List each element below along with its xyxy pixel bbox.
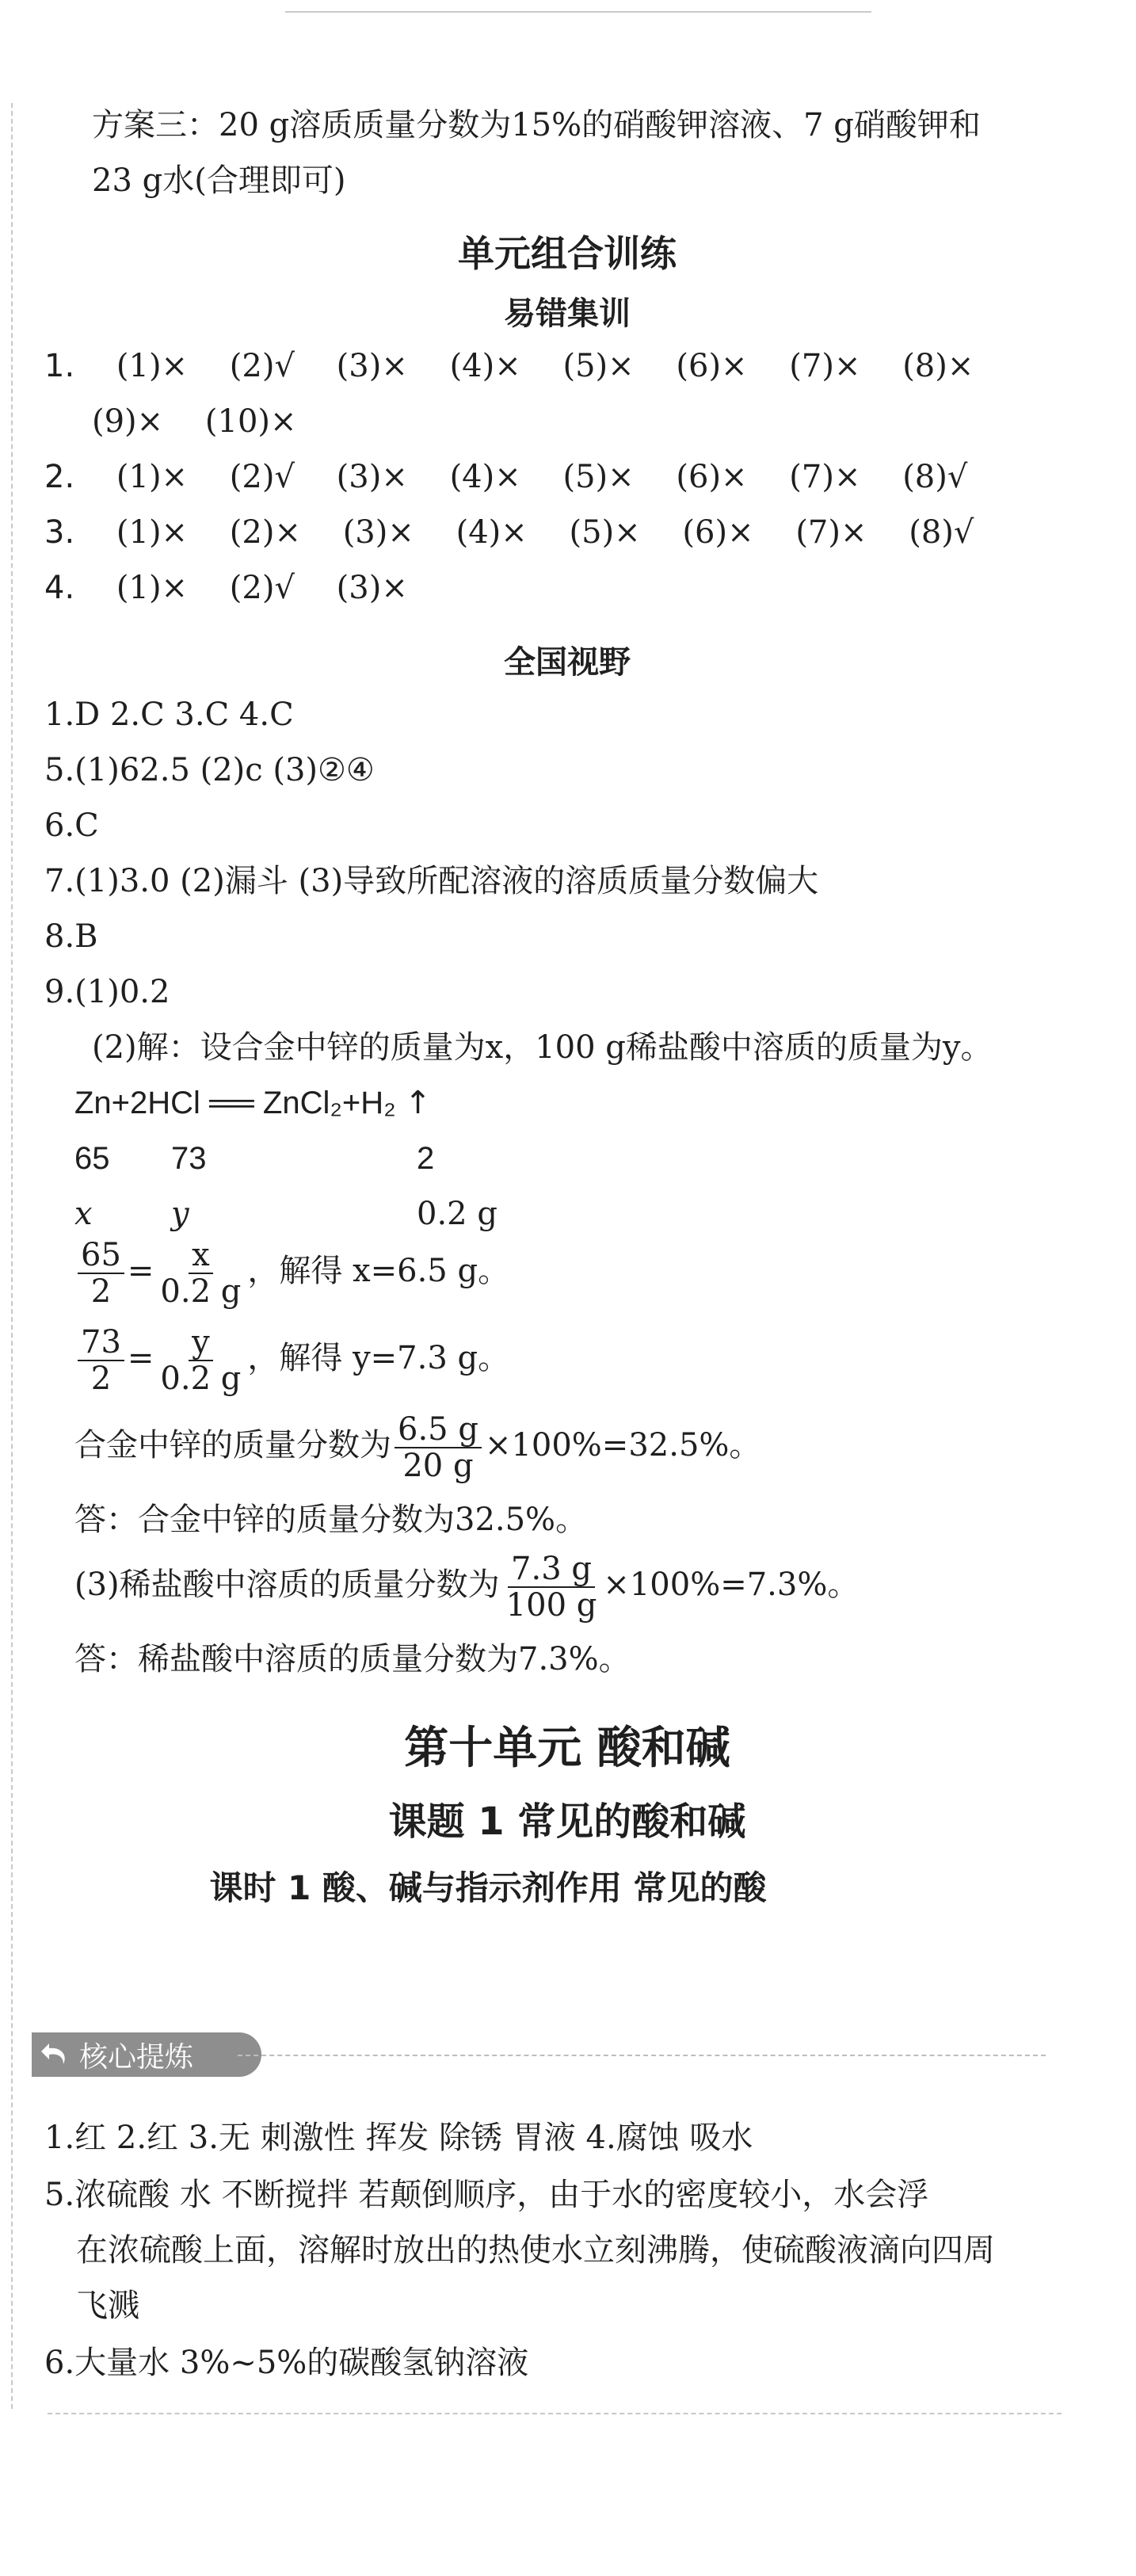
mass-row-b: 73 [171, 1141, 207, 1176]
fraction [395, 1412, 482, 1483]
errors-q3 [44, 510, 1005, 555]
answer-item: (3)× [336, 348, 408, 384]
core-q1-4: 1.红 2.红 3.无 刺激性 挥发 除锈 胃液 4.腐蚀 吸水 [44, 2120, 753, 2156]
section-national-title: 全国视野 [504, 644, 631, 681]
core-q5-line-1: 5.浓硫酸 水 不断搅拌 若颠倒顺序，由于水的密度较小，水会浮 [44, 2177, 929, 2213]
answer-item: (8)× [902, 348, 974, 384]
answer-item: (1)× [116, 348, 189, 384]
ratio-line-2 [74, 1325, 509, 1396]
numerator: 73 [78, 1325, 124, 1361]
q-number: 4. [44, 570, 75, 606]
hcl-fraction-result: ×100%=7.3%。 [603, 1567, 860, 1603]
answer-item: (5)× [569, 514, 641, 551]
answer-item: (4)× [456, 514, 528, 551]
fraction [503, 1551, 600, 1623]
hcl-fraction-label: (3)稀盐酸中溶质的质量分数为 [74, 1567, 500, 1603]
chapter-title: 第十单元 酸和碱 [404, 1723, 730, 1774]
chemical-equation [74, 1081, 431, 1125]
errors-q4 [44, 566, 440, 610]
denominator: 0.2 g [160, 1361, 242, 1397]
national-q5: 5.(1)62.5 (2)c (3)②④ [44, 752, 375, 788]
numerator: 6.5 g [395, 1412, 482, 1448]
answer-item: (2)√ [229, 348, 295, 384]
denominator: 0.2 g [160, 1273, 242, 1310]
answer-item: (3)× [336, 459, 408, 495]
answer-item: (8)√ [902, 459, 968, 495]
numerator: 65 [78, 1238, 124, 1274]
national-q1-4: 1.D 2.C 3.C 4.C [44, 696, 294, 733]
zn-fraction-line [74, 1412, 761, 1483]
answer-item: (5)× [562, 459, 635, 495]
answer-item: (3)× [342, 514, 414, 551]
denominator: 2 [90, 1273, 112, 1310]
badge-rule [238, 2055, 1046, 2056]
answer-item: (6)× [676, 348, 748, 384]
answer-item: (4)× [449, 459, 521, 495]
return-arrow-icon [32, 2032, 79, 2077]
q-number: 2. [44, 459, 75, 495]
national-q6: 6.C [44, 807, 99, 844]
answer-item: (1)× [116, 570, 189, 606]
answer-item: (7)× [789, 348, 861, 384]
eq-arrow: ══ [209, 1086, 254, 1120]
section-errors-title: 易错集训 [504, 296, 631, 332]
fraction [157, 1238, 244, 1309]
eq-products: ZnCl₂+H₂ [262, 1086, 396, 1120]
left-margin-rule [11, 103, 13, 2409]
ratio-line-1 [74, 1238, 509, 1309]
bottom-rule [48, 2413, 1062, 2414]
core-q5-line-2: 在浓硫酸上面，溶解时放出的热使水立刻沸腾，使硫酸液滴向四周 [76, 2232, 995, 2269]
errors-q1-cont [92, 399, 329, 444]
answer-item: (2)√ [229, 570, 295, 606]
intro-line-1: 方案三：20 g溶质质量分数为15%的硝酸钾溶液、7 g硝酸钾和 [92, 107, 981, 143]
q-number: 3. [44, 514, 75, 551]
equals: = [127, 1253, 154, 1289]
answer-item: (1)× [116, 459, 189, 495]
ratio-result: ，解得 x=6.5 g。 [247, 1253, 510, 1289]
answer-item: (2)× [229, 514, 301, 551]
var-row-c: 0.2 g [417, 1196, 497, 1232]
answer-item: (7)× [795, 514, 867, 551]
answer-item: (2)√ [229, 459, 295, 495]
errors-q2 [44, 455, 999, 499]
mass-row-c: 2 [417, 1141, 435, 1176]
q-number: 1. [44, 348, 75, 384]
unit-title: 单元组合训练 [458, 232, 677, 275]
numerator: y [189, 1325, 213, 1361]
zn-fraction-result: ×100%=32.5%。 [484, 1427, 761, 1464]
national-q9-2: (2)解：设合金中锌的质量为x，100 g稀盐酸中溶质的质量为y。 [92, 1029, 993, 1066]
answer-item: (8)√ [909, 514, 974, 551]
numerator: x [189, 1238, 213, 1274]
badge-label: 核心提炼 [79, 2040, 194, 2074]
zn-fraction-label: 合金中锌的质量分数为 [74, 1427, 391, 1464]
core-section-badge [32, 2032, 261, 2077]
numerator: 7.3 g [508, 1551, 595, 1588]
national-q9-1: 9.(1)0.2 [44, 974, 170, 1010]
topic-title: 课题 1 常见的酸和碱 [388, 1799, 746, 1844]
intro-line-2: 23 g水(合理即可) [92, 162, 346, 199]
equals: = [127, 1340, 154, 1376]
fraction [78, 1238, 124, 1309]
national-q8: 8.B [44, 918, 98, 955]
ratio-result: ，解得 y=7.3 g。 [247, 1340, 510, 1376]
core-q6: 6.大量水 3%~5%的碳酸氢钠溶液 [44, 2345, 529, 2381]
answer-item: (5)× [562, 348, 635, 384]
lesson-title: 课时 1 酸、碱与指示剂作用 常见的酸 [209, 1868, 767, 1907]
fraction [157, 1325, 244, 1396]
var-row-b: y [171, 1196, 189, 1232]
answer-item: (7)× [789, 459, 861, 495]
mass-row-a: 65 [74, 1141, 110, 1176]
fraction [78, 1325, 124, 1396]
errors-q1 [44, 344, 1005, 388]
eq-reactants: Zn+2HCl [74, 1086, 200, 1120]
answer-item: (6)× [676, 459, 748, 495]
national-q7: 7.(1)3.0 (2)漏斗 (3)导致所配溶液的溶质质量分数偏大 [44, 863, 819, 899]
answer-item: (3)× [336, 570, 408, 606]
answer-1: 答：合金中锌的质量分数为32.5%。 [74, 1502, 588, 1538]
denominator: 2 [90, 1361, 112, 1397]
answer-item: (1)× [116, 514, 189, 551]
hcl-fraction-line [74, 1551, 859, 1623]
answer-item: (6)× [682, 514, 754, 551]
answer-2: 答：稀盐酸中溶质的质量分数为7.3%。 [74, 1641, 631, 1677]
answer-item: (10)× [204, 403, 297, 440]
denominator: 100 g [505, 1587, 597, 1624]
denominator: 20 g [402, 1448, 474, 1484]
gas-up-arrow-icon: ↑ [404, 1085, 432, 1121]
answer-item: (9)× [92, 403, 164, 440]
answer-item: (4)× [449, 348, 521, 384]
core-q5-line-3: 飞溅 [76, 2288, 139, 2324]
top-rule [285, 11, 871, 13]
var-row-a: x [74, 1196, 93, 1232]
